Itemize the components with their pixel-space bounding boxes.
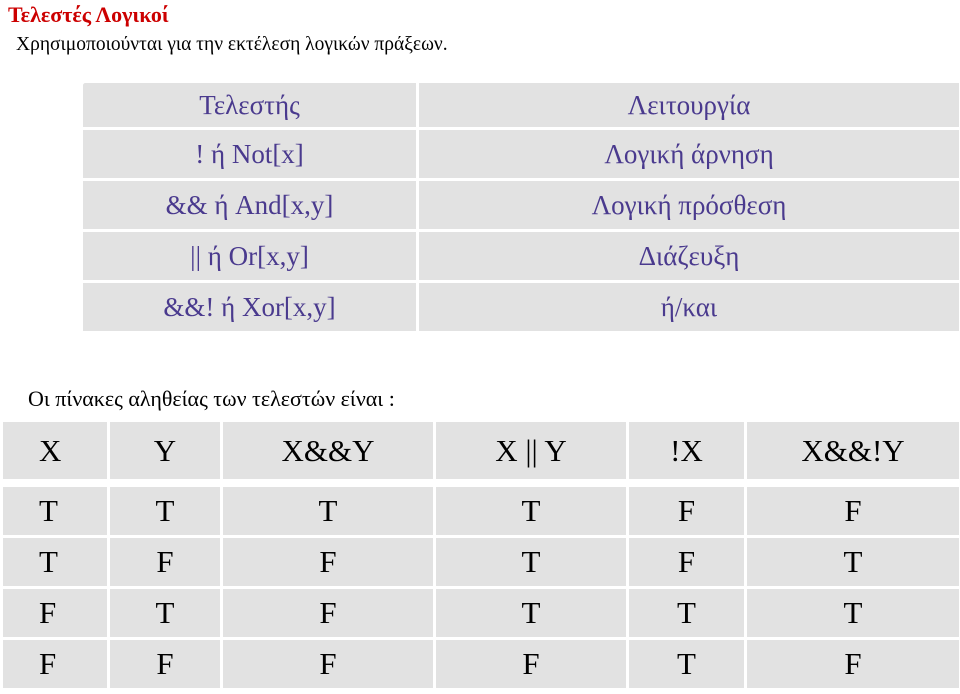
page-subtitle: Χρησιμοποιούνται για την εκτέλεση λογικών πράξεων. [16, 34, 448, 55]
truth-row [2, 537, 960, 588]
truth-cell: F [746, 639, 960, 690]
truth-header-row [2, 421, 960, 481]
truth-cell: F [222, 639, 435, 690]
truth-table-intro: Οι πίνακες αληθείας των τελεστών είναι : [28, 386, 395, 411]
operator-row [82, 282, 960, 333]
truth-row [2, 588, 960, 639]
operators-header-row [82, 82, 960, 129]
operator-cell: && ή And[x,y] [82, 180, 418, 231]
truth-row [2, 639, 960, 690]
operator-row [82, 180, 960, 231]
truth-cell: F [109, 639, 222, 690]
truth-header-cell: Y [109, 421, 222, 481]
truth-header-cell: X&&!Y [746, 421, 960, 481]
truth-header-cell: !X [628, 421, 746, 481]
truth-cell: T [628, 639, 746, 690]
truth-cell: F [109, 537, 222, 588]
truth-cell: F [222, 588, 435, 639]
function-cell: Λογική πρόσθεση [418, 180, 960, 231]
truth-cell: T [2, 537, 109, 588]
operator-cell: ! ή Not[x] [82, 129, 418, 180]
operator-cell: &&! ή Xor[x,y] [82, 282, 418, 333]
truth-cell: T [109, 486, 222, 537]
truth-cell: T [628, 588, 746, 639]
truth-row [2, 486, 960, 537]
truth-cell: F [628, 486, 746, 537]
truth-cell: F [628, 537, 746, 588]
truth-cell: T [746, 588, 960, 639]
truth-cell: T [435, 588, 628, 639]
operator-cell: || ή Or[x,y] [82, 231, 418, 282]
truth-cell: F [222, 537, 435, 588]
operator-row [82, 129, 960, 180]
truth-cell: F [435, 639, 628, 690]
operators-table [80, 80, 960, 334]
truth-cell: T [109, 588, 222, 639]
truth-cell: T [435, 486, 628, 537]
truth-header-cell: X&&Y [222, 421, 435, 481]
truth-header-cell: X [2, 421, 109, 481]
truth-cell: T [2, 486, 109, 537]
operator-row [82, 231, 960, 282]
truth-cell: F [746, 486, 960, 537]
function-cell: Λογική άρνηση [418, 129, 960, 180]
truth-cell: T [222, 486, 435, 537]
truth-cell: T [746, 537, 960, 588]
truth-cell: F [2, 639, 109, 690]
function-column-header: Λειτουργία [418, 82, 960, 129]
truth-header-cell: X || Y [435, 421, 628, 481]
truth-cell: F [2, 588, 109, 639]
function-cell: Διάζευξη [418, 231, 960, 282]
truth-table [0, 419, 960, 691]
operator-column-header: Τελεστής [82, 82, 418, 129]
page-title: Τελεστές Λογικοί [8, 2, 169, 27]
function-cell: ή/και [418, 282, 960, 333]
truth-cell: T [435, 537, 628, 588]
